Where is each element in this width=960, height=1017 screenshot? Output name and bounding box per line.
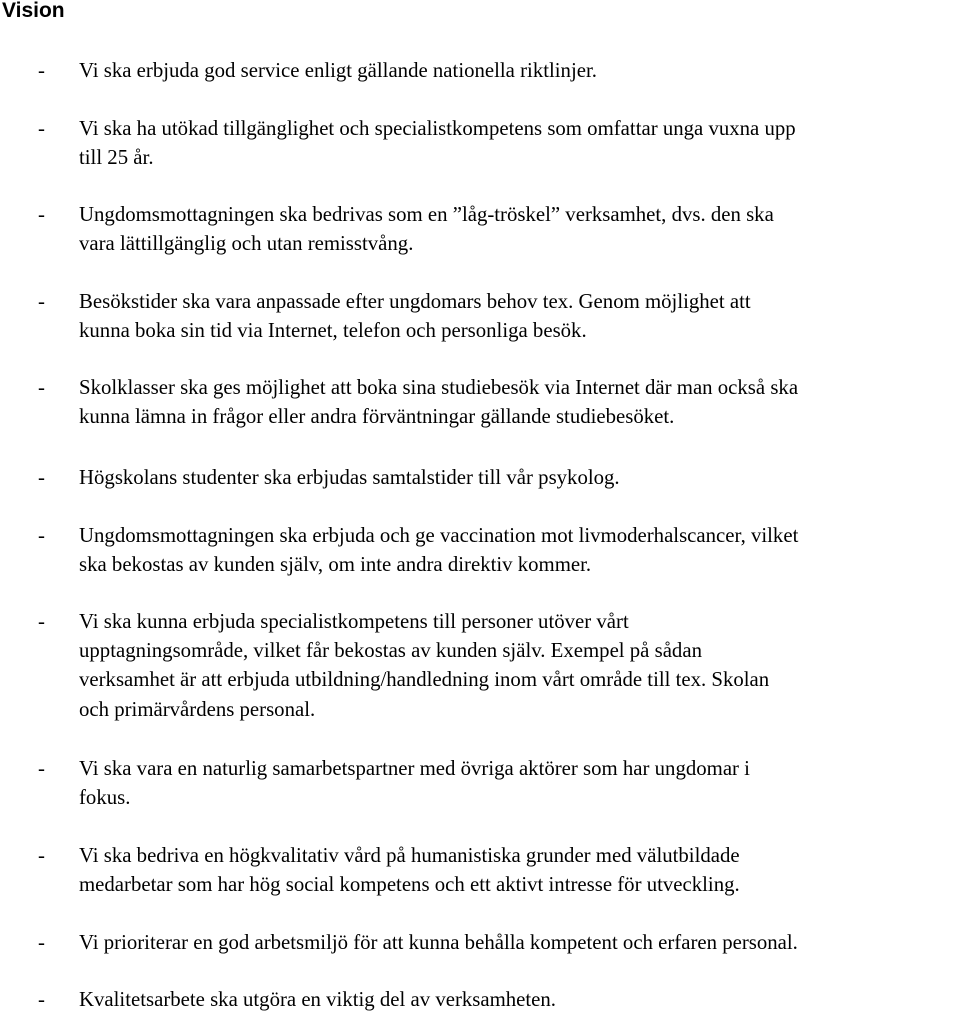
list-item-text <box>79 373 798 431</box>
text-line: fokus. <box>79 786 131 810</box>
list-item-text <box>79 928 798 957</box>
text-line: Vi prioriterar en god arbetsmiljö för att kunna behålla kompetent och erfaren personal. <box>79 931 798 954</box>
bullet-dash: - <box>38 610 45 633</box>
bullet-dash: - <box>38 757 45 780</box>
text-line: Vi ska vara en naturlig samarbetspartner med övriga aktörer som har ungdomar i <box>79 757 750 780</box>
bullet-dash: - <box>38 59 45 82</box>
bullet-dash: - <box>38 117 45 140</box>
list-item-text <box>79 200 774 258</box>
bullet-dash: - <box>38 466 45 489</box>
text-line: vara lättillgänglig och utan remisstvång. <box>79 232 414 256</box>
text-line: ska bekostas av kunden själv, om inte andra direktiv kommer. <box>79 553 592 577</box>
text-line: Skolklasser ska ges möjlighet att boka sina studiebesök via Internet där man också ska <box>79 376 799 399</box>
list-item-text <box>79 841 740 899</box>
list-item-text <box>79 985 556 1014</box>
text-line: Kvalitetsarbete ska utgöra en viktig del av verksamheten. <box>79 988 557 1011</box>
bullet-dash: - <box>38 203 45 226</box>
text-line: Besökstider ska vara anpassade efter ungdomars behov tex. Genom möjlighet att <box>79 290 751 313</box>
bullet-dash: - <box>38 290 45 313</box>
list-item-text <box>79 754 750 812</box>
text-line: Vi ska ha utökad tillgänglighet och specialistkompetens som omfattar unga vuxna upp <box>79 117 796 140</box>
list-item-text <box>79 114 796 172</box>
text-line: och primärvårdens personal. <box>79 697 316 721</box>
bullet-dash: - <box>38 524 45 547</box>
text-line: Vi ska erbjuda god service enligt gällande nationella riktlinjer. <box>79 59 597 82</box>
text-line: verksamhet är att erbjuda utbildning/handledning inom vårt område till tex. Skolan <box>79 668 770 692</box>
list-item-text <box>79 287 751 345</box>
bullet-dash: - <box>38 988 45 1011</box>
text-line: upptagningsområde, vilket får bekostas av kunden själv. Exempel på sådan <box>79 639 702 663</box>
text-line: Ungdomsmottagningen ska bedrivas som en ”låg-tröskel” verksamhet, dvs. den ska <box>79 203 774 226</box>
text-line: Vi ska bedriva en högkvalitativ vård på humanistiska grunder med välutbildade <box>79 844 740 867</box>
list-item-text <box>79 56 597 85</box>
text-line: kunna lämna in frågor eller andra förväntningar gällande studiebesöket. <box>79 405 675 429</box>
text-line: medarbetar som har hög social kompetens och ett aktivt intresse för utveckling. <box>79 873 740 897</box>
bullet-dash: - <box>38 376 45 399</box>
text-line: Vi ska kunna erbjuda specialistkompetens till personer utöver vårt <box>79 610 629 633</box>
bullet-dash: - <box>38 844 45 867</box>
text-line: till 25 år. <box>79 146 154 170</box>
bullet-dash: - <box>38 931 45 954</box>
list-item-text <box>79 463 620 492</box>
list-item-text <box>79 521 798 579</box>
text-line: Ungdomsmottagningen ska erbjuda och ge vaccination mot livmoderhalscancer, vilket <box>79 524 799 547</box>
text-line: Högskolans studenter ska erbjudas samtalstider till vår psykolog. <box>79 466 620 489</box>
list-item-text <box>79 607 769 724</box>
document-heading: Vision <box>2 0 65 22</box>
text-line: kunna boka sin tid via Internet, telefon och personliga besök. <box>79 319 587 343</box>
